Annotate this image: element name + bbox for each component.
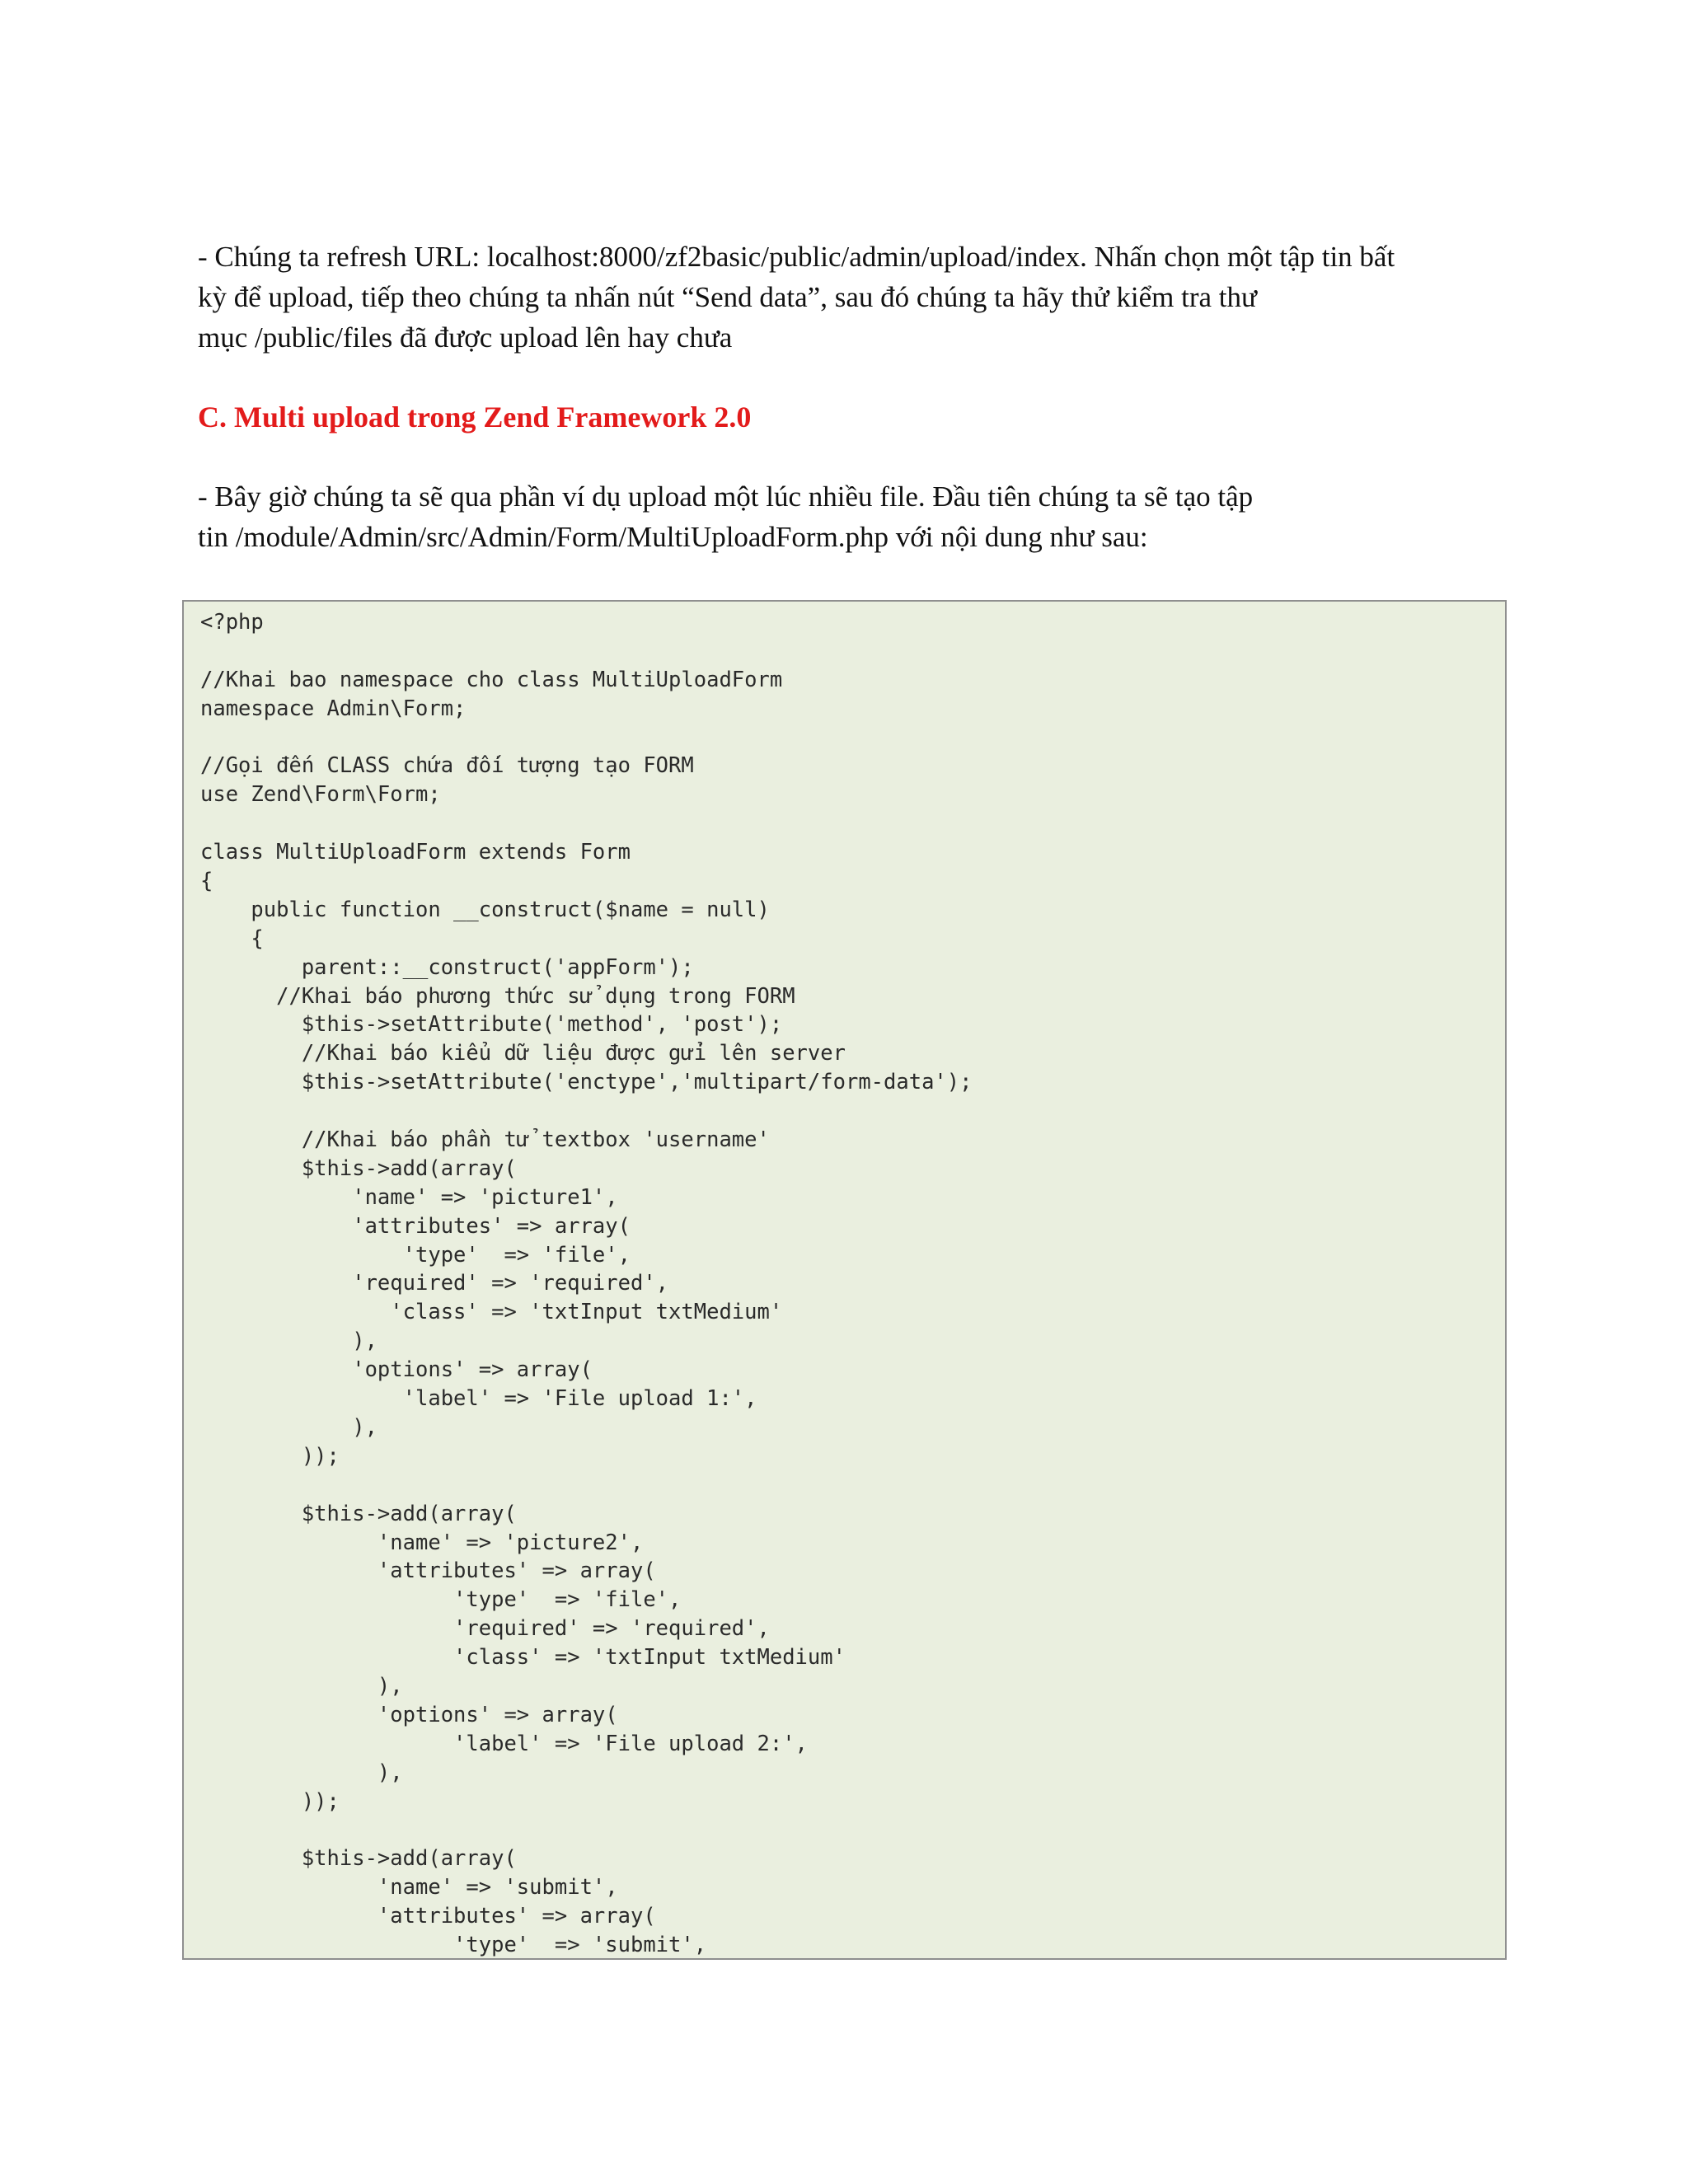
code-line: //Khai báo phần tử textbox 'username' xyxy=(200,1127,770,1153)
intro-paragraph xyxy=(198,237,1500,358)
code-line: 'type' => 'submit', xyxy=(200,1932,707,1957)
code-line: 'name' => 'submit', xyxy=(200,1875,618,1900)
code-line: 'type' => 'file', xyxy=(200,1242,631,1268)
code-line xyxy=(200,724,973,752)
code-line xyxy=(200,637,973,666)
intro-line: mục /public/files đã được upload lên hay chưa xyxy=(198,321,733,354)
code-line: //Gọi đến CLASS chứa đối tượng tạo FORM xyxy=(200,753,694,779)
code-line: 'options' => array( xyxy=(200,1357,593,1383)
code-line xyxy=(200,1097,973,1126)
code-line: <?php xyxy=(200,610,264,635)
code-line: 'required' => 'required', xyxy=(200,1271,669,1296)
code-line: 'name' => 'picture1', xyxy=(200,1184,618,1210)
code-line: //Khai báo phương thức sử dụng trong FORM xyxy=(200,983,795,1009)
code-line: )); xyxy=(200,1788,340,1814)
code-line: class MultiUploadForm extends Form xyxy=(200,840,631,865)
code-line: 'name' => 'picture2', xyxy=(200,1530,644,1555)
code-line: //Khai bao namespace cho class MultiUploadForm xyxy=(200,667,783,692)
code-line: { xyxy=(200,869,213,894)
intro-line: kỳ để upload, tiếp theo chúng ta nhấn nút “Send data”, sau đó chúng ta hãy thử kiểm tra thư xyxy=(198,281,1257,313)
description-line: - Bây giờ chúng ta sẽ qua phần ví dụ upload một lúc nhiều file. Đầu tiên chúng ta sẽ tạo tập xyxy=(198,480,1254,513)
code-line: $this->setAttribute('method', 'post'); xyxy=(200,1012,783,1038)
description-line: tin /module/Admin/src/Admin/Form/MultiUploadForm.php với nội dung như sau: xyxy=(198,521,1148,553)
code-line: //Khai báo kiểu dữ liệu được gửi lên server xyxy=(200,1041,846,1066)
description-paragraph xyxy=(198,476,1500,557)
code-line: 'class' => 'txtInput txtMedium' xyxy=(200,1300,783,1325)
code-block xyxy=(182,600,1507,1960)
code-line xyxy=(200,809,973,838)
code-line: use Zend\Form\Form; xyxy=(200,782,441,808)
code-line: 'options' => array( xyxy=(200,1702,618,1727)
code-line: $this->add(array( xyxy=(200,1501,517,1526)
section-heading: C. Multi upload trong Zend Framework 2.0 xyxy=(198,401,752,434)
code-line: $this->add(array( xyxy=(200,1155,517,1181)
code-line: { xyxy=(200,926,264,951)
code-line: 'type' => 'file', xyxy=(200,1587,682,1613)
code-line: 'attributes' => array( xyxy=(200,1904,656,1929)
code-line xyxy=(200,1816,973,1844)
code-line: 'label' => 'File upload 2:', xyxy=(200,1731,808,1756)
code-line: )); xyxy=(200,1443,340,1469)
code-line: 'attributes' => array( xyxy=(200,1213,631,1239)
code-line: ), xyxy=(200,1673,403,1699)
code-line: ), xyxy=(200,1760,403,1785)
code-line: ), xyxy=(200,1414,377,1440)
code-line: $this->setAttribute('enctype','multipart/form-data'); xyxy=(200,1070,973,1095)
code-line: parent::__construct('appForm'); xyxy=(200,954,694,980)
intro-line: - Chúng ta refresh URL: localhost:8000/zf2basic/public/admin/upload/index. Nhấn chọn một tập tin bất xyxy=(198,241,1395,273)
code-line xyxy=(200,1471,973,1500)
code-line: $this->add(array( xyxy=(200,1846,517,1872)
code-line: 'class' => 'txtInput txtMedium' xyxy=(200,1645,846,1671)
code-line: public function __construct($name = null) xyxy=(200,897,770,922)
code-line: 'required' => 'required', xyxy=(200,1616,770,1642)
code-listing xyxy=(200,608,973,1960)
code-line: namespace Admin\Form; xyxy=(200,696,467,721)
code-line: 'label' => 'File upload 1:', xyxy=(200,1386,757,1412)
code-line: ), xyxy=(200,1329,377,1354)
code-line: 'attributes' => array( xyxy=(200,1558,656,1584)
